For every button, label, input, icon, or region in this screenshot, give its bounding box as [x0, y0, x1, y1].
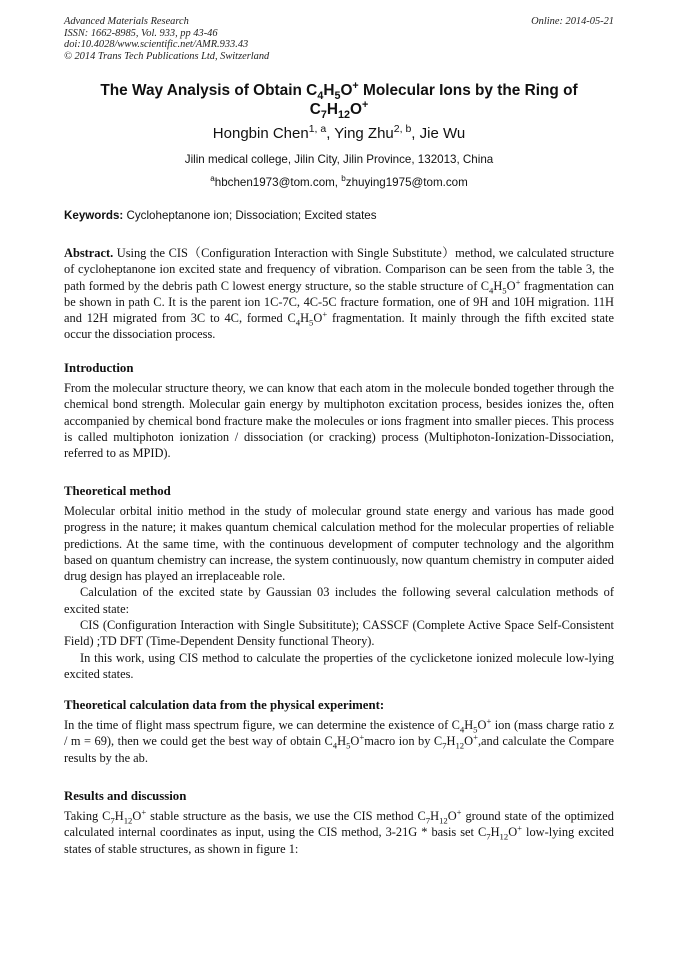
- chem-sub: 5: [502, 285, 507, 296]
- chem-sub: 12: [123, 815, 133, 826]
- chem-atom: O: [506, 278, 516, 293]
- body-text: Taking C: [64, 809, 111, 823]
- title-sub: 4: [317, 90, 324, 103]
- paragraph: Calculation of the excited state by Gaussian 03 includes the following several calculation methods of excited state:: [64, 585, 614, 616]
- online-date: Online: 2014-05-21: [531, 16, 614, 27]
- paragraph: In this work, using CIS method to calculate the properties of the cyclicketone ionized molecule low-lying excited states.: [64, 650, 614, 681]
- section-heading-results: Results and discussion: [64, 789, 187, 803]
- email-link[interactable]: hbchen1973@tom.com,: [214, 176, 342, 189]
- title-text: The Way Analysis of Obtain C: [100, 82, 318, 99]
- title-sup: +: [361, 98, 369, 111]
- chem-sub: 4: [459, 724, 465, 735]
- chem-sub: 5: [309, 317, 314, 328]
- chem-atom: H: [300, 311, 310, 326]
- title-text: C: [309, 101, 321, 118]
- chem-sup: +: [473, 732, 478, 743]
- abstract-text: Using the CIS（Configuration Interaction with Single Substitute）method, we calculated structure of cycloheptanone ion excited state and frequency of vibration. Comparison can be seen from the table 3, the path formed by the debris path C lowest energy structure, so the stable structure of C: [64, 246, 614, 293]
- chem-sup: +: [456, 806, 462, 817]
- chem-atom: H: [337, 734, 347, 749]
- affiliation: Jilin medical college, Jilin City, Jilin Province, 132013, China: [184, 153, 494, 166]
- chem-sup: +: [141, 806, 147, 817]
- chem-sup: +: [515, 276, 521, 287]
- introduction-text: From the molecular structure theory, we can know that each atom in the molecule bonded together through the chemical bond strength. Molecular gain energy by multiphoton excitation process, besides ionizes the, often accompanied by chemical bond fracture make the molecules or ions fragment into smaller pieces. This process is called multiphoton ionization / dissociation (or cracking) process (Multiphoton-Ionization-Dissociation, referred to as MPID).: [64, 381, 614, 461]
- section-heading-physical-experiment: Theoretical calculation data from the physical experiment:: [64, 698, 385, 712]
- paragraph: Molecular orbital initio method in the study of molecular ground state energy and various has made good progress in the nature; it makes quantum chemical calculation method for the molecular properties of reliable predictions. At the same time, with the continuous development of computer technology and the algorithm based on quantum chemistry can increase, the system continuously, now quantum chemistry in computer aided drug design has played an irreplaceable role.: [64, 504, 614, 584]
- chem-sup: +: [517, 823, 523, 834]
- author-name: , Jie Wu: [411, 125, 466, 142]
- title-text: Molecular Ions by the Ring of: [358, 82, 578, 99]
- chem-sub: 7: [110, 815, 115, 826]
- email-sup: a: [210, 174, 215, 184]
- author-emails: [64, 175, 614, 190]
- chem-sub: 7: [425, 815, 431, 826]
- title-text: O: [349, 101, 362, 118]
- keywords-text: Cycloheptanone ion; Dissociation; Excited states: [123, 209, 377, 222]
- chem-sub: 5: [473, 724, 478, 735]
- author-sup: 2, b: [393, 123, 412, 135]
- chem-atom: O: [313, 311, 323, 326]
- title-sub: 7: [320, 109, 327, 122]
- issn-line: ISSN: 1662-8985, Vol. 933, pp 43-46: [64, 27, 218, 39]
- chem-sub: 5: [346, 740, 351, 751]
- chem-sup: +: [486, 715, 492, 726]
- title-sub: 12: [337, 109, 350, 122]
- body-text: macro ion by C: [364, 734, 443, 749]
- email-link[interactable]: zhuying1975@tom.com: [345, 176, 468, 189]
- body-text: ground state of the optimized calculated internal coordinates as input, using the CIS method, 3-21G * basis set C: [64, 809, 615, 840]
- physical-experiment-text: [64, 717, 614, 766]
- chem-atom: H: [493, 278, 503, 293]
- body-text: stable structure as the basis, we use the CIS method C: [146, 809, 426, 823]
- chem-sup: +: [322, 309, 328, 320]
- paper-title: [64, 79, 614, 122]
- email-sup: b: [341, 174, 346, 184]
- section-heading-theoretical-method: Theoretical method: [64, 484, 171, 498]
- chem-atom: H: [490, 825, 500, 840]
- body-text: ,and calculate the Compare results by the ab.: [64, 734, 614, 765]
- chem-atom: H: [464, 718, 474, 732]
- chem-atom: O: [464, 734, 474, 749]
- author-sup: 1, a: [308, 123, 327, 135]
- doi-line: doi:10.4028/www.scientific.net/AMR.933.43: [64, 39, 249, 51]
- chem-sub: 4: [332, 740, 338, 751]
- journal-header: [64, 16, 269, 62]
- chem-atom: H: [430, 809, 440, 823]
- body-text: ion (mass charge ratio z / m = 69), then we could get the best way of obtain C: [64, 718, 614, 749]
- chem-atom: O: [132, 809, 142, 823]
- body-text: low-lying excited states of stable structures, as shown in figure 1:: [64, 825, 615, 856]
- title-text: H: [323, 82, 335, 99]
- chem-atom: H: [446, 734, 456, 749]
- chem-sub: 12: [455, 740, 465, 751]
- abstract-label: Abstract.: [64, 246, 114, 260]
- chem-sub: 12: [439, 815, 448, 826]
- author-list: [64, 124, 614, 144]
- abstract: [64, 245, 614, 343]
- chem-atom: H: [114, 809, 124, 823]
- chem-sup: +: [359, 732, 365, 743]
- copyright-line: © 2014 Trans Tech Publications Ltd, Switzerland: [64, 50, 270, 62]
- paragraph: CIS (Configuration Interaction with Single Subsititute); CASSCF (Complete Active Space Self-Consistent Field) ;TD DFT (Time-Dependent Density functional Theory).: [64, 618, 614, 649]
- chem-sub: 12: [499, 831, 509, 842]
- chem-atom: O: [447, 809, 457, 823]
- chem-sub: 7: [442, 740, 447, 751]
- title-text: O: [340, 82, 353, 99]
- chem-sub: 4: [489, 285, 494, 296]
- title-sub: 5: [334, 90, 341, 103]
- chem-atom: O: [508, 825, 518, 840]
- keywords-label: Keywords:: [64, 209, 124, 222]
- chem-atom: O: [477, 718, 487, 732]
- abstract-text: fragmentation can be shown in path C. It is the parent ion 1C-7C, 4C-5C fracture formation, one of 9H and 10H migration. 11H and 12H migrated from 3C to 4C, formed C: [64, 278, 614, 326]
- section-heading-introduction: Introduction: [64, 361, 134, 375]
- title-sup: +: [352, 79, 359, 92]
- author-name: Hongbin Chen: [212, 125, 309, 142]
- chem-atom: O: [350, 734, 360, 749]
- keywords: [64, 208, 614, 223]
- chem-sub: 7: [486, 831, 491, 842]
- chem-sub: 4: [295, 317, 301, 328]
- author-name: , Ying Zhu: [326, 125, 394, 142]
- body-text: In the time of flight mass spectrum figure, we can determine the existence of C: [64, 718, 460, 732]
- abstract-text: fragmentation. It mainly through the fifth excited state occur the dissociation process.: [64, 311, 614, 342]
- results-text: [64, 808, 614, 857]
- title-text: H: [326, 101, 338, 118]
- journal-name: Advanced Materials Research: [64, 16, 189, 27]
- theoretical-method-text: [64, 503, 614, 682]
